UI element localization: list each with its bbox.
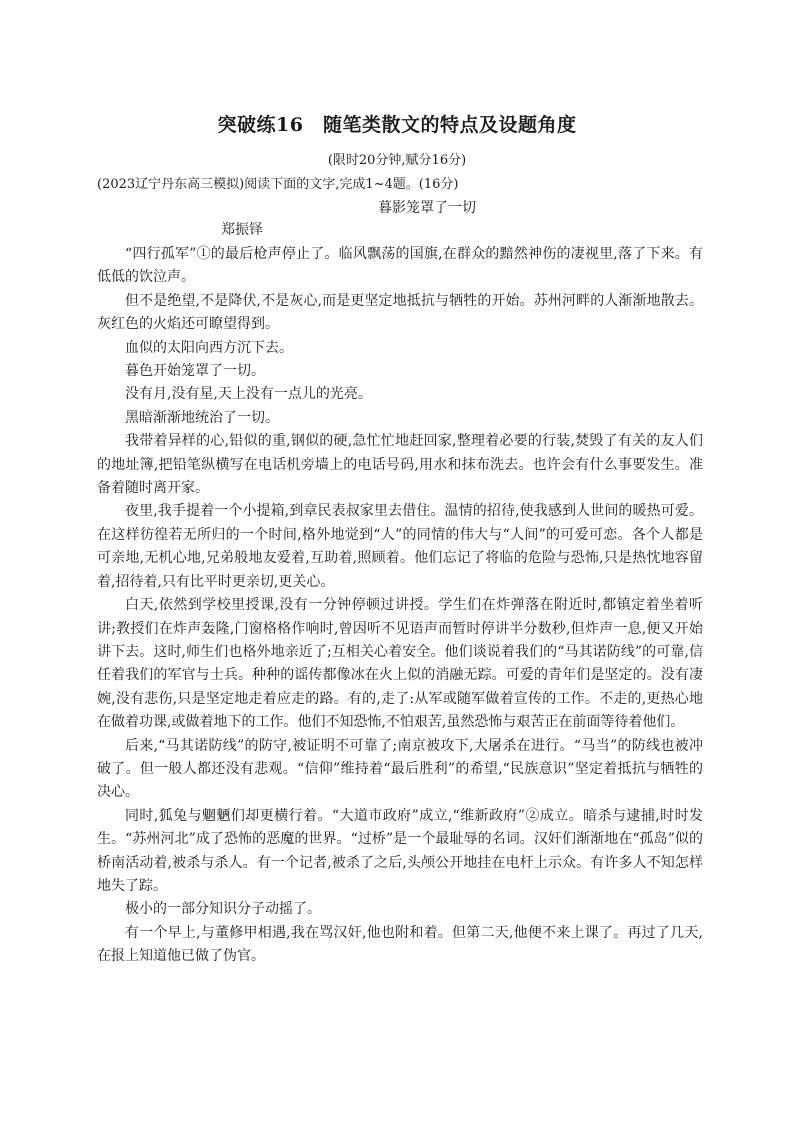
essay-paragraph: 白天,依然到学校里授课,没有一分钟停顿过讲授。学生们在炸弹落在附近时,都镇定着坐着听讲;教授们在炸声轰隆,门窗格格作响时,曾因听不见语声而暂时停讲半分数秒,但炸声一息,便又开始讲下去。这时,师生们也格外地亲近了;互相关心着安全。他们谈说着我们的“马其诺防线”的可靠,信任着我们的军官与士兵。种种的谣传都像冰在火上似的消融无踪。可爱的青年们是坚定的。没有凄婉,没有悲伤,只是坚定地走着应走的路。有的,走了:从军或随军做着宣传的工作。不走的,更热心地在做着功课,或做着地下的工作。他们不知恐怖,不怕艰苦,虽然恐怖与艰苦正在前面等待着他们。 [97, 597, 703, 731]
essay-paragraph: 有一个早上,与董修甲相遇,我在骂汉奸,他也附和着。但第二天,他便不来上课了。再过了几天,在报上知道他已做了伪官。 [97, 924, 703, 965]
essay-body [97, 243, 703, 969]
essay-paragraph: 极小的一部分知识分子动摇了。 [125, 901, 321, 918]
essay-paragraph: 暮色开始笼罩了一切。 [125, 363, 265, 380]
essay-paragraph: 没有月,没有星,天上没有一点儿的光亮。 [125, 386, 372, 403]
essay-title: 暮影笼罩了一切 [378, 200, 476, 216]
essay-paragraph: “四行孤军”①的最后枪声停止了。临风飘荡的国旗,在群众的黯然神伤的凄视里,落了下来。有低低的饮泣声。 [97, 246, 703, 286]
time-limit-note: (限时20分钟,赋分16分) [327, 153, 467, 168]
essay-paragraph: 同时,狐兔与魍魉们却更横行着。“大道市政府”成立,“维新政府”②成立。暗杀与逮捕,时时发生。“苏州河北”成了恐怖的恶魔的世界。“过桥”是一个最耻辱的名词。汉奸们渐渐地在“孤岛”似的桥南活动着,被杀与杀人。有一个记者,被杀了之后,头颅公开地挂在电杆上示众。有许多人不知怎样地失了踪。 [97, 807, 703, 894]
exercise-title: 突破练16 随笔类散文的特点及设题角度 [217, 114, 577, 136]
essay-paragraph: 我带着异样的心,铅似的重,钢似的硬,急忙忙地赶回家,整理着必要的行装,焚毁了有关的友人们的地址簿,把铅笔纵横写在电话机旁墙上的电话号码,用水和抹布洗去。也许会有什么事要发生。准备着随时离开家。 [97, 433, 703, 497]
essay-paragraph: 夜里,我手提着一个小提箱,到章民表叔家里去借住。温情的招待,使我感到人世间的暖热可爱。在这样彷徨若无所归的一个时间,格外地觉到“人”的同情的伟大与“人间”的可爱可恋。各个人都是可亲地,无机心地,兄弟般地友爱着,互助着,照顾着。他们忘记了将临的危险与恐怖,只是热忱地容留着,招待着,只有比平时更亲切,更关心。 [97, 503, 703, 590]
essay-author: 郑振铎 [221, 222, 263, 238]
essay-paragraph: 但不是绝望,不是降伏,不是灰心,而是更坚定地抵抗与牺牲的开始。苏州河畔的人渐渐地散去。灰红色的火焰还可瞭望得到。 [97, 292, 703, 333]
essay-paragraph: 后来,“马其诺防线”的防守,被证明不可靠了;南京被攻下,大屠杀在进行。“马当”的防线也被冲破了。但一般人都还没有悲观。“信仰”维持着“最后胜利”的希望,“民族意识”坚定着抵抗与牺牲的决心。 [97, 737, 703, 801]
essay-paragraph: 黑暗渐渐地统治了一切。 [125, 409, 279, 426]
essay-paragraph: 血似的太阳向西方沉下去。 [125, 339, 293, 356]
question-source-line: (2023辽宁丹东高三模拟)阅读下面的文字,完成1~4题。(16分) [97, 177, 459, 192]
